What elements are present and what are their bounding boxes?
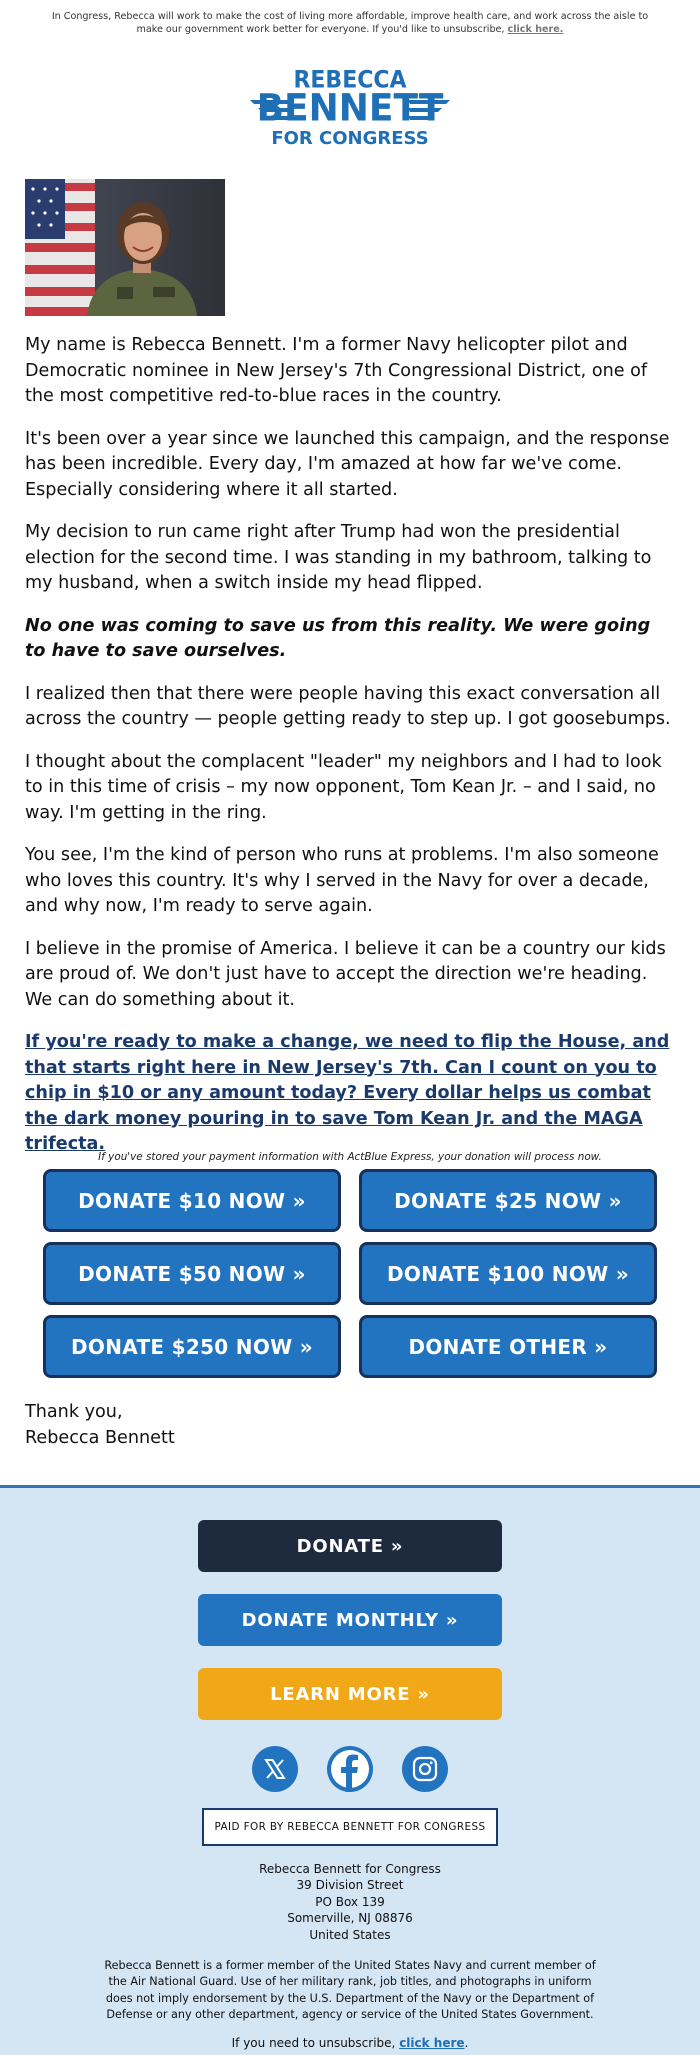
unsubscribe-text: If you need to unsubscribe, xyxy=(231,2036,396,2050)
cta-donate-link[interactable]: If you're ready to make a change, we need to flip the House, and that starts right here in New Jersey's 7th. Can I count on you to chip in $10 or any amount today? Every dollar helps us combat the dark money pouring in to save Tom Kean Jr. and the MAGA trifecta. xyxy=(25,1032,670,1154)
paragraph: I realized then that there were people having this exact conversation all across the country — people getting ready to step up. I got goosebumps. xyxy=(25,683,671,729)
donate-50-button[interactable]: DONATE $50 NOW » xyxy=(43,1242,341,1305)
cta-paragraph xyxy=(25,1030,675,1158)
paragraph: It's been over a year since we launched this campaign, and the response has been incredible. Every day, I'm amazed at how far we've come. Especially considering where it all started. xyxy=(25,428,670,500)
signoff-thanks: Thank you, xyxy=(25,1402,123,1422)
header xyxy=(0,40,700,170)
emphasized-paragraph: No one was coming to save us from this reality. We were going to have to save ourselves. xyxy=(25,615,651,661)
mailing-address xyxy=(0,1861,700,1943)
donate-10-button[interactable]: DONATE $10 NOW » xyxy=(43,1169,341,1232)
email-body xyxy=(25,333,675,1175)
preheader xyxy=(0,0,700,40)
military-disclaimer: Rebecca Bennett is a former member of the United States Navy and current member of the Air National Guard. Use of her military rank, job titles, and photographs in uniform does not imply endorsement by the U.S. Department of the Navy or the Department of Defense or any other department, agency or service of the United States Government. xyxy=(104,1959,596,2022)
donate-other-button[interactable]: DONATE OTHER » xyxy=(359,1315,657,1378)
logo-line-rebecca: REBECCA xyxy=(293,66,407,95)
paid-for-disclaimer: PAID FOR BY REBECCA BENNETT FOR CONGRESS xyxy=(202,1808,498,1846)
candidate-photo xyxy=(25,179,225,316)
actblue-express-note: If you've stored your payment information with ActBlue Express, your donation will process now. xyxy=(98,1151,602,1163)
footer-learn-more-button[interactable]: LEARN MORE » xyxy=(198,1668,502,1720)
address-line: PO Box 139 xyxy=(315,1894,385,1909)
paragraph: My name is Rebecca Bennett. I'm a former Navy helicopter pilot and Democratic nominee in New Jersey's 7th Congressional District, one of the most competitive red-to-blue races in the country. xyxy=(25,335,648,406)
paragraph: You see, I'm the kind of person who runs at problems. I'm also someone who loves this country. It's why I served in the Navy for over a decade, and why now, I'm ready to serve again. xyxy=(25,845,659,916)
address-line: 39 Division Street xyxy=(296,1878,404,1893)
campaign-logo xyxy=(250,68,450,158)
donate-100-button[interactable]: DONATE $100 NOW » xyxy=(359,1242,657,1305)
logo-line-for-congress: FOR CONGRESS xyxy=(271,128,429,149)
unsubscribe-line: If you need to unsubscribe, click here. xyxy=(231,2036,469,2050)
paragraph: My decision to run came right after Trump had won the presidential election for the second time. I was standing in my bathroom, talking to my husband, when a switch inside my head flipped. xyxy=(25,522,652,593)
address-line: Rebecca Bennett for Congress xyxy=(259,1862,441,1876)
facebook-icon[interactable] xyxy=(327,1746,373,1792)
preheader-text: In Congress, Rebecca will work to make the cost of living more affordable, improve health care, and work across the aisle to make our government work better for everyone. If you'd like to unsubscribe, xyxy=(51,11,649,35)
paragraph: I believe in the promise of America. I believe it can be a country our kids are proud of. We don't just have to accept the direction we're heading. We can do something about it. xyxy=(25,938,666,1010)
address-line: Somerville, NJ 08876 xyxy=(287,1911,413,1926)
instagram-icon[interactable] xyxy=(402,1746,448,1792)
footer-donate-monthly-button[interactable]: DONATE MONTHLY » xyxy=(198,1594,502,1646)
x-icon[interactable] xyxy=(252,1746,298,1792)
unsubscribe-link[interactable]: click here xyxy=(399,2036,465,2050)
donate-25-button[interactable]: DONATE $25 NOW » xyxy=(359,1169,657,1232)
preheader-unsubscribe-link[interactable]: click here. xyxy=(507,24,564,35)
address-line: United States xyxy=(309,1927,391,1942)
donate-250-button[interactable]: DONATE $250 NOW » xyxy=(43,1315,341,1378)
logo-line-bennett: BENNETT xyxy=(256,86,444,130)
signoff-name: Rebecca Bennett xyxy=(25,1427,175,1448)
paragraph: I thought about the complacent "leader" my neighbors and I had to look to in this time of crisis – my now opponent, Tom Kean Jr. – and I said, no way. I'm getting in the ring. xyxy=(25,751,662,823)
footer-donate-button[interactable]: DONATE » xyxy=(198,1520,502,1572)
footer xyxy=(0,1485,700,2055)
signoff xyxy=(25,1400,175,1451)
